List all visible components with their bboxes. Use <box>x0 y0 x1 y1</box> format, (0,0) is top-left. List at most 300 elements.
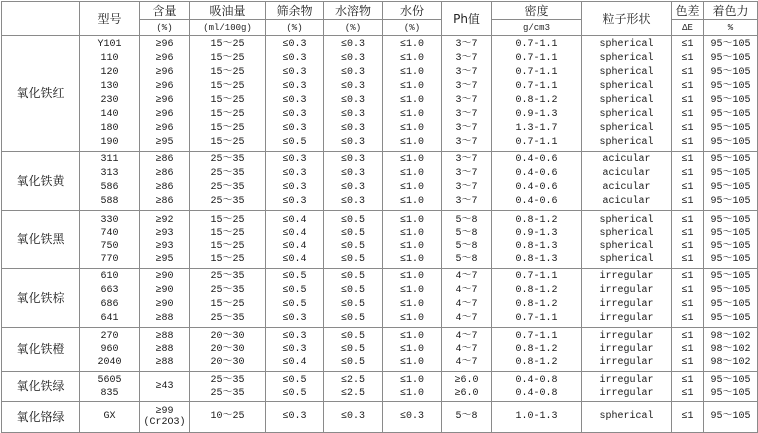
cell-value: 0.7-1.1 <box>515 38 558 50</box>
cell-value: 835 <box>100 387 119 399</box>
cell-value: 5～8 <box>455 214 478 226</box>
cell-value: 641 <box>100 313 119 324</box>
cell-value: irregular <box>599 313 654 324</box>
cell-value: 95～105 <box>710 154 751 165</box>
cell-content <box>140 402 190 433</box>
cell-value: 98～102 <box>710 331 751 342</box>
cell-value: ≤1.0 <box>399 344 424 355</box>
cell-value: spherical <box>599 227 654 239</box>
cell-tinting-strength <box>704 211 758 269</box>
cell-value: 95～105 <box>710 214 751 226</box>
cell-value: ≤1 <box>681 285 694 296</box>
col-header-model: 型号 <box>80 2 140 36</box>
cell-value: ≤0.5 <box>340 313 365 324</box>
cell-value: ≤1.0 <box>399 94 424 106</box>
cell-value: ≤0.3 <box>282 182 307 193</box>
cell-value: 0.9-1.3 <box>515 108 558 120</box>
cell-value: 0.9-1.3 <box>515 227 558 239</box>
cell-value: 663 <box>100 285 119 296</box>
cell-value: ≤1 <box>681 331 694 342</box>
cell-value: ≤0.3 <box>340 66 365 78</box>
col-header-sieve-residue: 筛余物 <box>266 2 324 20</box>
cell-value: ≤1.0 <box>399 214 424 226</box>
cell-value: 15～25 <box>210 52 245 64</box>
cell-value: ≤0.3 <box>282 122 307 134</box>
col-unit-tinting-strength: % <box>704 20 758 36</box>
cell-value: 95～105 <box>710 240 751 252</box>
cell-oil-absorption <box>190 152 266 211</box>
cell-density <box>492 372 582 402</box>
cell-value: spherical <box>599 240 654 252</box>
cell-value: ≤1.0 <box>399 168 424 179</box>
cell-value: 98～102 <box>710 357 751 368</box>
cell-value: ≤1.0 <box>399 108 424 120</box>
col-unit-sieve-residue: (%) <box>266 20 324 36</box>
cell-value: 0.8-1.3 <box>515 240 558 252</box>
cell-value: 0.8-1.2 <box>515 299 558 310</box>
cell-value: ≤0.4 <box>282 227 307 239</box>
cell-value: irregular <box>599 344 654 355</box>
cell-content <box>140 269 190 328</box>
cell-value: ≥92 <box>155 214 174 226</box>
col-unit-water-soluble: (%) <box>324 20 383 36</box>
cell-value: 25～35 <box>210 154 245 165</box>
cell-model <box>80 402 140 433</box>
cell-water-soluble <box>324 211 383 269</box>
cell-model <box>80 152 140 211</box>
cell-value: ≤0.3 <box>340 122 365 134</box>
cell-value: ≤0.3 <box>340 52 365 64</box>
cell-water-soluble <box>324 36 383 152</box>
group-row <box>2 211 758 269</box>
cell-value: 0.4-0.6 <box>515 182 558 193</box>
cell-color-diff <box>672 328 704 372</box>
cell-value: ≤0.3 <box>340 196 365 207</box>
cell-ph <box>442 211 492 269</box>
cell-value: ≤1 <box>681 52 694 64</box>
cell-value: 15～25 <box>210 227 245 239</box>
cell-value: ≤1 <box>681 227 694 239</box>
cell-value: 3～7 <box>455 80 478 92</box>
cell-value: 3～7 <box>455 38 478 50</box>
cell-value: 4～7 <box>455 285 478 296</box>
cell-value: ≤0.3 <box>340 108 365 120</box>
cell-value: ≤1.0 <box>399 271 424 282</box>
cell-content <box>140 372 190 402</box>
cell-value: 110 <box>100 52 119 64</box>
cell-oil-absorption <box>190 269 266 328</box>
cell-value: ≤0.3 <box>282 66 307 78</box>
cell-value: 3～7 <box>455 66 478 78</box>
col-header-water-soluble: 水溶物 <box>324 2 383 20</box>
group-name: 氧化铬绿 <box>2 402 80 433</box>
cell-value: 0.8-1.2 <box>515 285 558 296</box>
cell-value: 20～30 <box>210 344 245 355</box>
group-name: 氧化铁红 <box>2 36 80 152</box>
cell-value: ≤0.3 <box>340 94 365 106</box>
cell-value: ≤1 <box>681 240 694 252</box>
col-header-density: 密度 <box>492 2 582 20</box>
cell-value: 3～7 <box>455 196 478 207</box>
cell-value: 95～105 <box>710 182 751 193</box>
group-name: 氧化铁黄 <box>2 152 80 211</box>
cell-value: 4～7 <box>455 313 478 324</box>
cell-density <box>492 36 582 152</box>
cell-value: ≤0.4 <box>282 240 307 252</box>
cell-value: ≤0.5 <box>282 285 307 296</box>
group-row <box>2 402 758 433</box>
group-name: 氧化铁橙 <box>2 328 80 372</box>
cell-value: ≤0.4 <box>282 253 307 265</box>
cell-moisture <box>383 372 442 402</box>
cell-value: ≤2.5 <box>340 374 365 386</box>
cell-color-diff <box>672 152 704 211</box>
cell-value: 95～105 <box>710 196 751 207</box>
cell-value: irregular <box>599 374 654 386</box>
cell-value: 15～25 <box>210 299 245 310</box>
cell-value: ≥96 <box>155 94 174 106</box>
cell-value: ≤1 <box>681 214 694 226</box>
cell-sieve-residue <box>266 36 324 152</box>
cell-value: ≤0.5 <box>340 357 365 368</box>
cell-oil-absorption <box>190 372 266 402</box>
cell-value: spherical <box>599 122 654 134</box>
cell-value: ≥43 <box>155 380 174 392</box>
cell-value: 25～35 <box>210 196 245 207</box>
cell-value: ≤0.5 <box>340 285 365 296</box>
cell-value: ≤1 <box>681 182 694 193</box>
cell-density <box>492 211 582 269</box>
cell-moisture <box>383 328 442 372</box>
cell-value: ≤0.3 <box>399 411 424 422</box>
cell-value: 15～25 <box>210 66 245 78</box>
cell-value: 960 <box>100 344 119 355</box>
cell-color-diff <box>672 36 704 152</box>
cell-value: spherical <box>599 52 654 64</box>
cell-ph <box>442 402 492 433</box>
cell-value: ≤0.3 <box>340 411 365 422</box>
cell-model <box>80 372 140 402</box>
cell-value: 740 <box>100 227 119 239</box>
cell-moisture <box>383 402 442 433</box>
cell-value: ≤1.0 <box>399 357 424 368</box>
cell-water-soluble <box>324 328 383 372</box>
col-header-moisture: 水份 <box>383 2 442 20</box>
cell-value: 0.8-1.2 <box>515 344 558 355</box>
cell-value: spherical <box>599 94 654 106</box>
cell-moisture <box>383 211 442 269</box>
cell-value: ≤0.5 <box>340 214 365 226</box>
cell-value: 0.8-1.2 <box>515 357 558 368</box>
cell-value: 15～25 <box>210 240 245 252</box>
cell-sieve-residue <box>266 372 324 402</box>
cell-value: ≤0.3 <box>282 94 307 106</box>
cell-particle-shape <box>582 372 672 402</box>
cell-value: 15～25 <box>210 136 245 148</box>
cell-value: ≤1 <box>681 38 694 50</box>
cell-value: 3～7 <box>455 136 478 148</box>
cell-value: Y101 <box>97 38 122 50</box>
cell-value: 190 <box>100 136 119 148</box>
cell-value: 95～105 <box>710 271 751 282</box>
col-unit-content: (%) <box>140 20 190 36</box>
cell-oil-absorption <box>190 36 266 152</box>
cell-value: 0.8-1.2 <box>515 94 558 106</box>
cell-value: ≤0.3 <box>282 344 307 355</box>
cell-particle-shape <box>582 152 672 211</box>
cell-content <box>140 211 190 269</box>
cell-value: 95～105 <box>710 285 751 296</box>
cell-value: ≥96 <box>155 66 174 78</box>
cell-value: ≤1 <box>681 299 694 310</box>
group-name: 氧化铁黑 <box>2 211 80 269</box>
cell-value: ≤2.5 <box>340 387 365 399</box>
cell-value: 0.7-1.1 <box>515 331 558 342</box>
cell-value: ≤1.0 <box>399 80 424 92</box>
cell-value: 0.7-1.1 <box>515 80 558 92</box>
cell-value: irregular <box>599 271 654 282</box>
col-unit-density: g/cm3 <box>492 20 582 36</box>
cell-color-diff <box>672 211 704 269</box>
cell-value: ≤1 <box>681 344 694 355</box>
col-header-oil-absorption: 吸油量 <box>190 2 266 20</box>
cell-value: ≤0.5 <box>340 344 365 355</box>
cell-value: acicular <box>602 154 651 165</box>
cell-tinting-strength <box>704 269 758 328</box>
cell-value: 20～30 <box>210 331 245 342</box>
cell-value: 25～35 <box>210 182 245 193</box>
cell-value: ≤0.3 <box>282 108 307 120</box>
cell-value: 0.4-0.6 <box>515 168 558 179</box>
cell-value: ≤0.3 <box>340 136 365 148</box>
cell-value: 3～7 <box>455 94 478 106</box>
cell-value: 313 <box>100 168 119 179</box>
cell-value: 311 <box>100 154 119 165</box>
cell-value: ≤1.0 <box>399 387 424 399</box>
cell-value: ≤0.3 <box>282 196 307 207</box>
cell-water-soluble <box>324 372 383 402</box>
cell-value: ≤0.4 <box>282 214 307 226</box>
cell-value: ≤0.3 <box>340 80 365 92</box>
cell-value: irregular <box>599 387 654 399</box>
cell-value: 750 <box>100 240 119 252</box>
cell-value: 270 <box>100 331 119 342</box>
cell-value: ≥95 <box>155 253 174 265</box>
cell-oil-absorption <box>190 328 266 372</box>
cell-value: 4～7 <box>455 271 478 282</box>
cell-value: 25～35 <box>210 374 245 386</box>
cell-value: ≥86 <box>155 182 174 193</box>
cell-value: ≤1 <box>681 94 694 106</box>
cell-value: ≥93 <box>155 240 174 252</box>
cell-value: ≤0.3 <box>340 154 365 165</box>
cell-value: 0.4-0.6 <box>515 154 558 165</box>
cell-value: 0.4-0.8 <box>515 374 558 386</box>
cell-water-soluble <box>324 152 383 211</box>
cell-value: 770 <box>100 253 119 265</box>
cell-value: ≤0.5 <box>282 299 307 310</box>
cell-value: 3～7 <box>455 154 478 165</box>
cell-value: 25～35 <box>210 168 245 179</box>
cell-model <box>80 36 140 152</box>
group-row <box>2 36 758 152</box>
cell-value: irregular <box>599 299 654 310</box>
cell-value: ≥96 <box>155 108 174 120</box>
cell-value: 95～105 <box>710 80 751 92</box>
cell-value: ≤1.0 <box>399 331 424 342</box>
cell-value: ≤0.5 <box>340 271 365 282</box>
cell-content <box>140 36 190 152</box>
cell-value: ≤1.0 <box>399 52 424 64</box>
cell-value: ≤1 <box>681 80 694 92</box>
cell-value: ≤0.5 <box>340 299 365 310</box>
cell-value: 25～35 <box>210 387 245 399</box>
cell-value: 5～8 <box>455 253 478 265</box>
cell-value: 120 <box>100 66 119 78</box>
cell-value: 95～105 <box>710 52 751 64</box>
cell-density <box>492 402 582 433</box>
cell-ph <box>442 372 492 402</box>
cell-value: ≥88 <box>155 357 174 368</box>
cell-value: 0.8-1.3 <box>515 253 558 265</box>
cell-value: GX <box>103 411 116 422</box>
group-row <box>2 372 758 402</box>
cell-sieve-residue <box>266 152 324 211</box>
cell-value: acicular <box>602 196 651 207</box>
cell-value: ≤1 <box>681 271 694 282</box>
cell-value: ≤1.0 <box>399 66 424 78</box>
cell-value: (Cr2O3) <box>143 417 186 428</box>
cell-value: 15～25 <box>210 80 245 92</box>
col-unit-oil-absorption: (ml/100g) <box>190 20 266 36</box>
cell-value: 98～102 <box>710 344 751 355</box>
cell-value: 4～7 <box>455 357 478 368</box>
cell-value: ≤1.0 <box>399 122 424 134</box>
cell-color-diff <box>672 269 704 328</box>
cell-value: ≤1 <box>681 411 694 422</box>
cell-density <box>492 328 582 372</box>
cell-value: ≤1.0 <box>399 227 424 239</box>
cell-moisture <box>383 152 442 211</box>
cell-value: 15～25 <box>210 38 245 50</box>
cell-value: 25～35 <box>210 271 245 282</box>
cell-value: 130 <box>100 80 119 92</box>
pigment-spec-table <box>1 1 758 433</box>
cell-value: 0.7-1.1 <box>515 52 558 64</box>
cell-value: ≤0.3 <box>282 38 307 50</box>
cell-oil-absorption <box>190 402 266 433</box>
cell-water-soluble <box>324 402 383 433</box>
cell-value: ≤0.5 <box>340 240 365 252</box>
cell-value: 330 <box>100 214 119 226</box>
cell-value: 0.4-0.6 <box>515 196 558 207</box>
cell-value: 15～25 <box>210 108 245 120</box>
cell-value: ≤1 <box>681 253 694 265</box>
cell-sieve-residue <box>266 269 324 328</box>
cell-moisture <box>383 269 442 328</box>
cell-value: 15～25 <box>210 122 245 134</box>
cell-value: ≤1.0 <box>399 240 424 252</box>
cell-value: ≥86 <box>155 154 174 165</box>
cell-value: ≥96 <box>155 52 174 64</box>
cell-value: irregular <box>599 285 654 296</box>
cell-color-diff <box>672 372 704 402</box>
col-unit-moisture: (%) <box>383 20 442 36</box>
cell-value: 15～25 <box>210 94 245 106</box>
cell-value: 25～35 <box>210 285 245 296</box>
cell-value: ≤1.0 <box>399 285 424 296</box>
cell-sieve-residue <box>266 402 324 433</box>
cell-value: ≤0.5 <box>282 387 307 399</box>
cell-value: ≥99 <box>155 406 174 417</box>
cell-value: ≤0.5 <box>340 253 365 265</box>
cell-value: irregular <box>599 357 654 368</box>
cell-value: 0.8-1.2 <box>515 214 558 226</box>
cell-value: 3～7 <box>455 108 478 120</box>
cell-value: acicular <box>602 182 651 193</box>
cell-density <box>492 152 582 211</box>
cell-value: 140 <box>100 108 119 120</box>
cell-sieve-residue <box>266 328 324 372</box>
cell-value: ≥6.0 <box>454 374 479 386</box>
cell-value: ≤1 <box>681 387 694 399</box>
col-header-color-diff: 色差 <box>672 2 704 20</box>
cell-value: 180 <box>100 122 119 134</box>
cell-value: 1.0-1.3 <box>515 411 558 422</box>
cell-value: 95～105 <box>710 227 751 239</box>
cell-ph <box>442 269 492 328</box>
cell-value: 686 <box>100 299 119 310</box>
group-row <box>2 152 758 211</box>
cell-value: 4～7 <box>455 331 478 342</box>
cell-content <box>140 328 190 372</box>
cell-density <box>492 269 582 328</box>
cell-particle-shape <box>582 328 672 372</box>
cell-value: spherical <box>599 214 654 226</box>
cell-content <box>140 152 190 211</box>
cell-value: 230 <box>100 94 119 106</box>
cell-value: ≤0.3 <box>282 331 307 342</box>
cell-value: ≥6.0 <box>454 387 479 399</box>
cell-model <box>80 328 140 372</box>
cell-value: spherical <box>599 38 654 50</box>
col-unit-color-diff: ΔE <box>672 20 704 36</box>
group-row <box>2 328 758 372</box>
cell-particle-shape <box>582 402 672 433</box>
cell-value: 3～7 <box>455 182 478 193</box>
cell-value: 588 <box>100 196 119 207</box>
cell-value: 95～105 <box>710 299 751 310</box>
cell-value: ≤0.3 <box>340 38 365 50</box>
cell-value: 95～105 <box>710 313 751 324</box>
cell-value: ≤1 <box>681 108 694 120</box>
group-row <box>2 269 758 328</box>
cell-value: 95～105 <box>710 66 751 78</box>
cell-value: ≤1 <box>681 196 694 207</box>
cell-value: 5～8 <box>455 240 478 252</box>
cell-value: ≤0.3 <box>282 168 307 179</box>
cell-value: 0.7-1.1 <box>515 66 558 78</box>
cell-ph <box>442 152 492 211</box>
cell-value: 0.7-1.1 <box>515 271 558 282</box>
cell-value: ≥90 <box>155 299 174 310</box>
cell-value: ≤1.0 <box>399 154 424 165</box>
col-header-tinting-strength: 着色力 <box>704 2 758 20</box>
cell-value: 95～105 <box>710 374 751 386</box>
cell-value: 610 <box>100 271 119 282</box>
cell-value: ≤1 <box>681 168 694 179</box>
cell-value: 15～25 <box>210 214 245 226</box>
